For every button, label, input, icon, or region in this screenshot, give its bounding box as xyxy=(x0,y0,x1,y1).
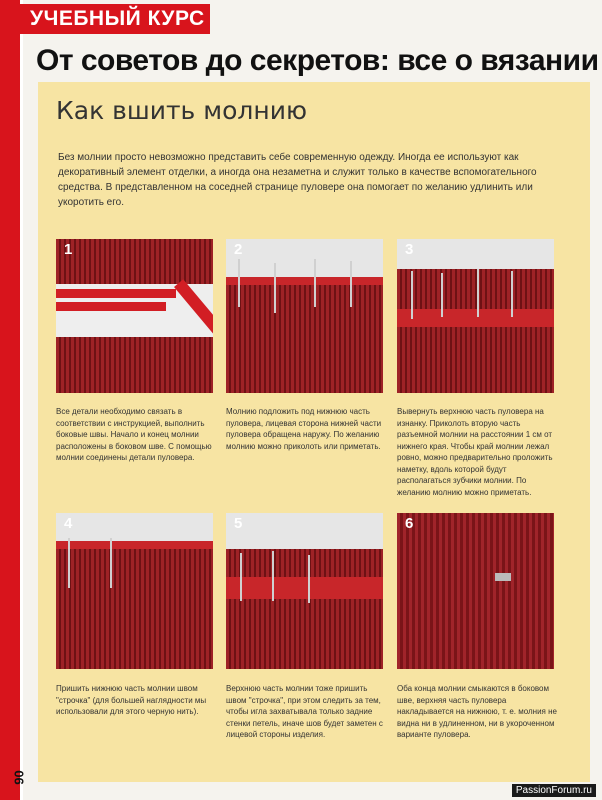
step-photo-3 xyxy=(397,239,554,393)
site-watermark: PassionForum.ru xyxy=(512,784,596,797)
step-number: 2 xyxy=(234,241,243,258)
step-caption-5: Верхнюю часть молнии тоже пришить швом "строчка", при этом следить за тем, чтобы игла захватывала только задние стенки петель, иначе шов будет заметен с лицевой стороны изделия. xyxy=(226,684,383,739)
step-photo-2 xyxy=(226,239,383,393)
step-number: 4 xyxy=(64,515,73,532)
step-caption-3: Вывернуть верхнюю часть пуловера на изнанку. Приколоть вторую часть разъемной молнии на расстоянии 1 см от нижнего края. Чтобы край молнии лежал ровно, можно предварительно проложить наметку, вдоль которой будут располагаться зубчики молнии. По желанию молнию можно приметать. xyxy=(397,407,553,497)
step-caption-4: Пришить нижнюю часть молнии швом "строчка" (для большей наглядности мы использовали для этого черную нить). xyxy=(56,684,207,716)
page-number: 90 xyxy=(11,770,27,785)
step-photo-4 xyxy=(56,513,213,669)
red-margin-bar xyxy=(0,0,20,800)
step-number: 3 xyxy=(405,241,414,258)
article-title: Как вшить молнию xyxy=(56,96,307,125)
section-tag: УЧЕБНЫЙ КУРС xyxy=(18,4,210,34)
step-caption-6: Оба конца молнии смыкаются в боковом шве, верхняя часть пуловера накладывается на нижнюю, т. е. молния не видна ни в удлиненном, ни в укороченном варианте пуловера. xyxy=(397,684,557,739)
intro-paragraph: Без молнии просто невозможно представить себе современную одежду. Иногда ее используют как декоративный элемент отделки, а иногда она незаметна и служит только в качестве вспомогательного средства. В представленном на соседней странице пуловере она помогает по желанию удлинить или укоротить его. xyxy=(58,152,537,208)
step-number: 5 xyxy=(234,515,243,532)
step-caption-2: Молнию подложить под нижнюю часть пуловера, лицевая сторона нижней части пуловера обращена наружу. По желанию молнию можно приколоть или приметать. xyxy=(226,407,382,451)
step-number: 6 xyxy=(405,515,414,532)
margin-divider xyxy=(20,0,23,800)
step-photo-1 xyxy=(56,239,213,393)
step-photo-5 xyxy=(226,513,383,669)
page-title: От советов до секретов: все о вязании xyxy=(36,44,599,77)
step-photo-6 xyxy=(397,513,554,669)
step-caption-1: Все детали необходимо связать в соответствии с инструкцией, выполнить боковые швы. Начало и конец молнии расположены в боковом шве. С помощью молнии соединены детали пуловера. xyxy=(56,407,212,462)
step-number: 1 xyxy=(64,241,73,258)
